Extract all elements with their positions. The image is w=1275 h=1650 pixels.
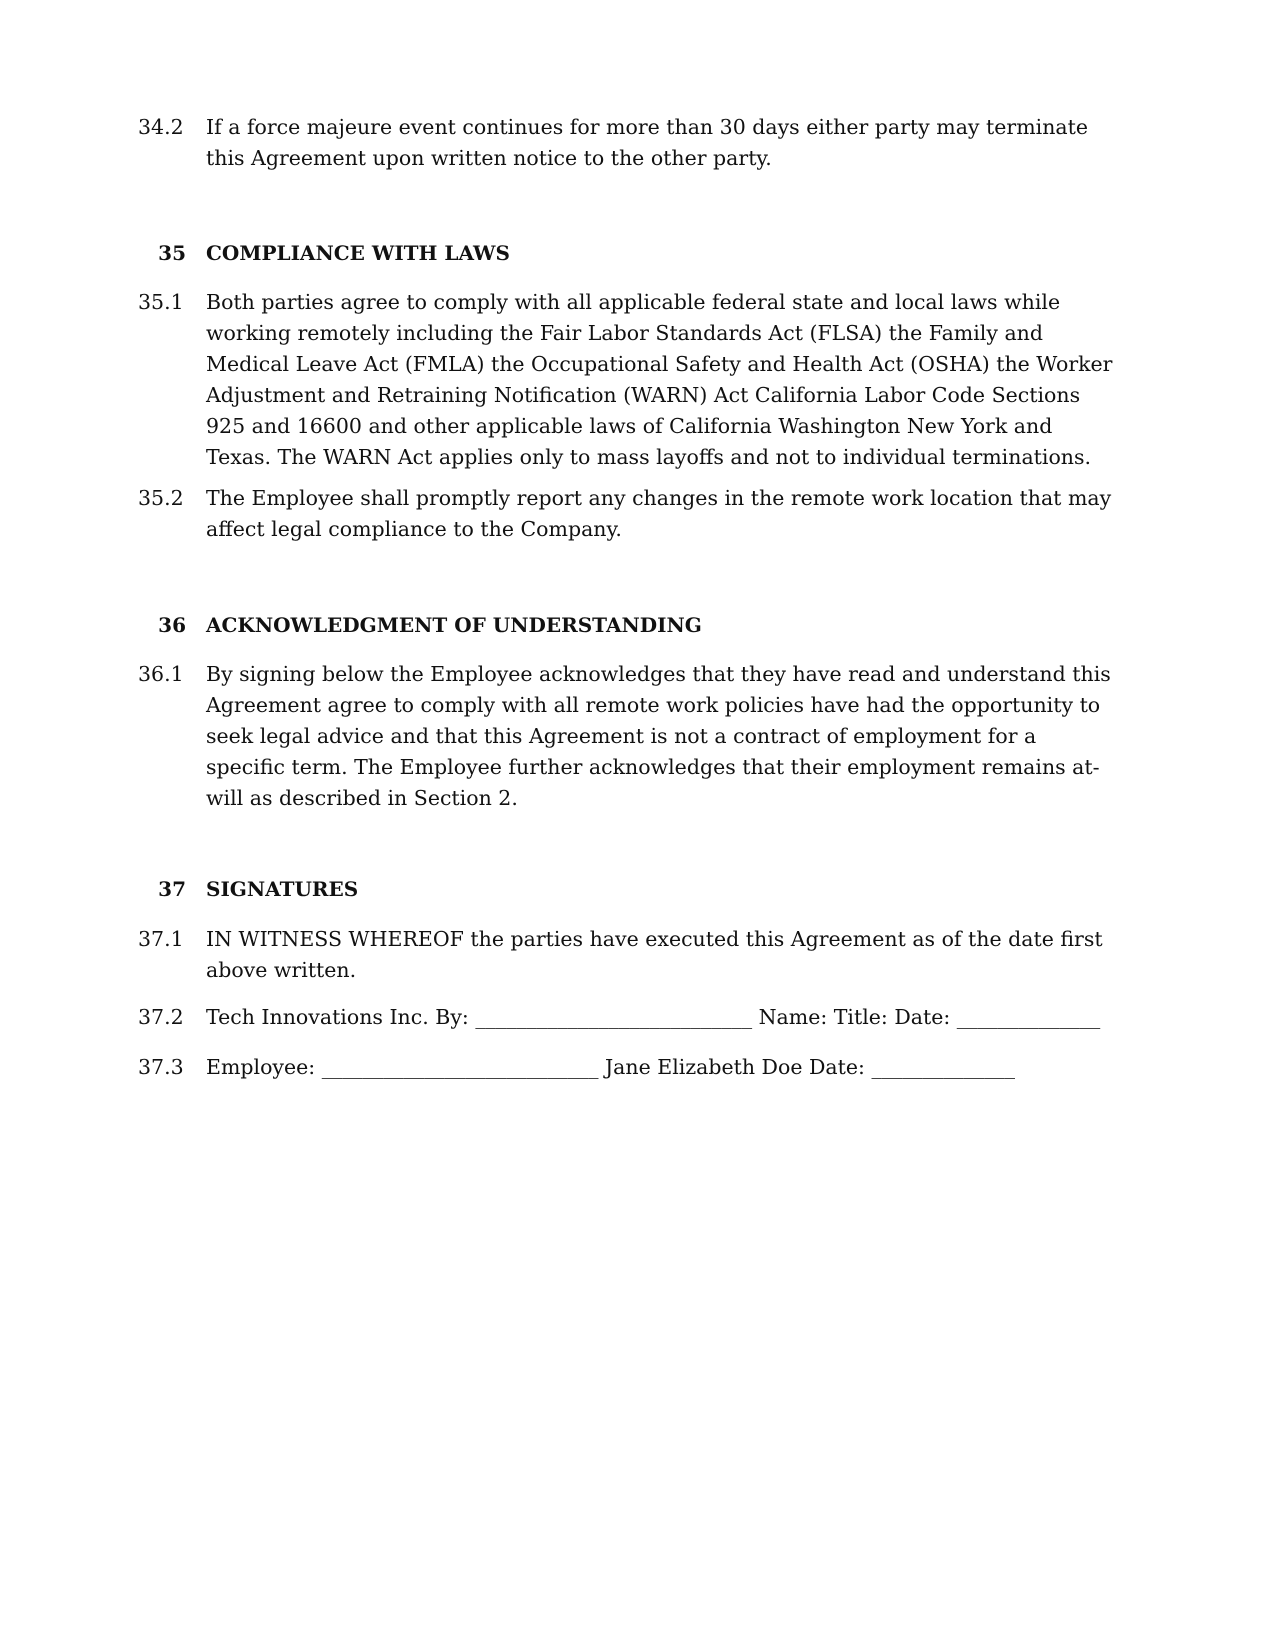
- section-36-heading: [138, 610, 1118, 640]
- clause-number: 37.2: [138, 1005, 184, 1029]
- clause-text: The Employee shall promptly report any changes in the remote work location that may affect legal compliance to the Company.: [206, 486, 1112, 541]
- signature-line-employee: Employee: ___________________________ Jane Elizabeth Doe Date: ______________: [206, 1055, 1015, 1079]
- clause-34-2: [138, 112, 1118, 174]
- clause-text: By signing below the Employee acknowledges that they have read and understand this Agreement agree to comply with all remote work policies have had the opportunity to seek legal advice and that this Agreement is not a contract of employment for a specific term. The Employee further acknowledges that their employment remains at-will as described in Section 2.: [206, 662, 1111, 810]
- clause-number: 37.1: [138, 927, 184, 951]
- section-number: 37: [158, 877, 186, 901]
- clause-35-1: [138, 287, 1118, 473]
- clause-36-1: [138, 659, 1118, 814]
- section-35-heading: [138, 238, 1118, 268]
- clause-number: 35.2: [138, 486, 184, 510]
- signature-line-company: Tech Innovations Inc. By: ___________________________ Name: Title: Date: ______________: [206, 1005, 1101, 1029]
- section-37-heading: [138, 874, 1118, 904]
- clause-number: 37.3: [138, 1055, 184, 1079]
- clause-number: 34.2: [138, 115, 184, 139]
- clause-37-3: [138, 1052, 1118, 1083]
- clause-35-2: [138, 483, 1118, 545]
- section-title: ACKNOWLEDGMENT OF UNDERSTANDING: [206, 613, 702, 637]
- clause-text: Both parties agree to comply with all applicable federal state and local laws while working remotely including the Fair Labor Standards Act (FLSA) the Family and Medical Leave Act (FMLA) the Occupational Safety and Health Act (OSHA) the Worker Adjustment and Retraining Notification (WARN) Act California Labor Code Sections 925 and 16600 and other applicable laws of California Washington New York and Texas. The WARN Act applies only to mass layoffs and not to individual terminations.: [206, 290, 1113, 469]
- section-number: 35: [158, 241, 186, 265]
- section-title: COMPLIANCE WITH LAWS: [206, 241, 510, 265]
- clause-37-1: [138, 924, 1118, 986]
- section-title: SIGNATURES: [206, 877, 359, 901]
- clause-37-2: [138, 1002, 1118, 1033]
- clause-number: 35.1: [138, 290, 184, 314]
- clause-text: If a force majeure event continues for more than 30 days either party may terminate this Agreement upon written notice to the other party.: [206, 115, 1088, 170]
- clause-text: IN WITNESS WHEREOF the parties have executed this Agreement as of the date first above written.: [206, 927, 1103, 982]
- section-number: 36: [158, 613, 186, 637]
- clause-number: 36.1: [138, 662, 184, 686]
